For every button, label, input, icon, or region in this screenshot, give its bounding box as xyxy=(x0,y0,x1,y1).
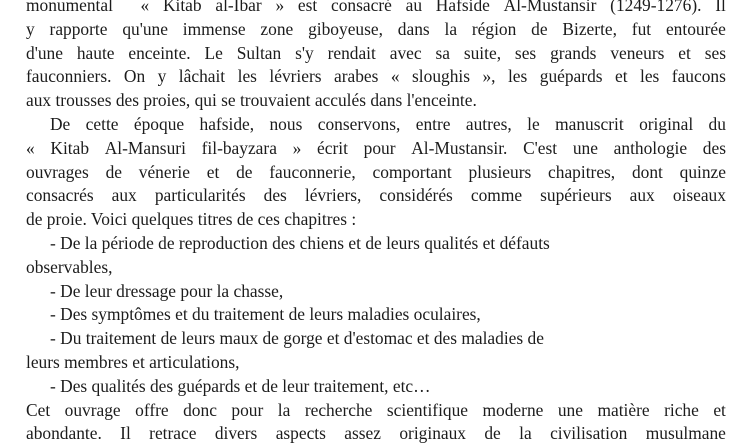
justified-line: ouvrages de vénerie et de fauconnerie, comportant plusieurs chapitres, dont quinze xyxy=(26,161,726,182)
text-line xyxy=(50,326,730,350)
line-text: de proie. Voici quelques titres de ces chapitres : xyxy=(26,209,357,230)
justified-line: De cette époque hafside, nous conservons, entre autres, le manuscrit original du xyxy=(50,114,726,134)
text-line xyxy=(26,136,730,160)
justified-line: y rapporte qu'une immense zone giboyeuse, dans la région de Bizerte, fut entourée xyxy=(26,18,726,39)
justified-line: fauconniers. On y lâchait les lévriers arabes « sloughis », les guépards et les faucons xyxy=(26,66,726,87)
text-line xyxy=(50,302,730,326)
text-line xyxy=(50,231,730,255)
line-text: - De leur dressage pour la chasse, xyxy=(50,280,284,301)
line-text: - Des symptômes et du traitement de leurs maladies oculaires, xyxy=(50,304,481,325)
line-text: - Des qualités des guépards et de leur traitement, etc… xyxy=(50,375,431,396)
line-text: leurs membres et articulations, xyxy=(26,352,240,372)
text-line xyxy=(26,88,730,112)
text-line xyxy=(26,255,730,279)
line-text: - De la période de reproduction des chiens et de leurs qualités et défauts xyxy=(50,233,550,253)
text-line xyxy=(26,64,730,88)
text-line xyxy=(26,350,730,374)
text-line xyxy=(50,279,730,303)
text-line xyxy=(26,160,730,184)
line-text: - Du traitement de leurs maux de gorge et d'estomac et des maladies de xyxy=(50,328,544,349)
justified-line: monumental « Kitab al-Ibar » est consacré au Hafside Al-Mustansir (1249-1276). Il xyxy=(26,0,726,15)
line-text: aux trousses des proies, qui se trouvaient acculés dans l'enceinte. xyxy=(26,90,477,111)
text-line xyxy=(26,41,730,65)
text-line xyxy=(26,183,730,207)
text-line xyxy=(26,207,730,231)
text-line xyxy=(50,374,730,398)
justified-line: « Kitab Al-Mansuri fil-bayzara » écrit pour Al-Mustansir. C'est une anthologie des xyxy=(26,137,726,158)
justified-line: consacrés aux particularités des lévriers, considérés comme supérieurs aux oiseaux xyxy=(26,185,726,206)
line-text: observables, xyxy=(26,256,113,277)
text-line xyxy=(26,0,730,17)
justified-line: d'une haute enceinte. Le Sultan s'y rendait avec sa suite, ses grands veneurs et ses xyxy=(26,42,726,63)
text-line xyxy=(26,398,730,422)
justified-line: Cet ouvrage offre donc pour la recherche scientifique moderne une matière riche et xyxy=(26,399,726,420)
text-line xyxy=(26,421,730,445)
justified-line: abondante. Il retrace divers aspects assez originaux de la civilisation musulmane xyxy=(26,423,726,444)
text-line xyxy=(50,112,730,136)
text-line xyxy=(26,17,730,41)
